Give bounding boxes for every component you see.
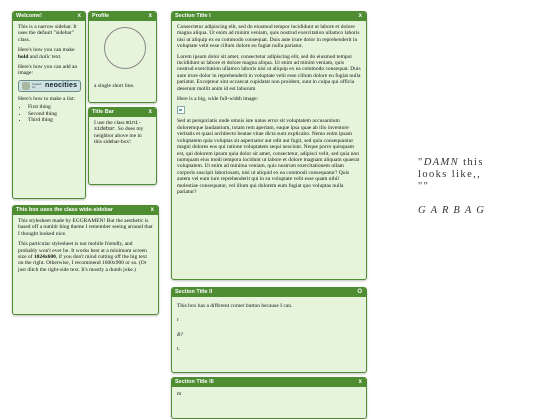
section-3-para-1: m <box>177 391 182 397</box>
section-3-titlebar <box>172 378 366 387</box>
section-1-content <box>172 21 366 203</box>
welcome-formatting-text: Here's how you can make bold and italic text. <box>18 47 75 60</box>
section-2-content <box>172 297 366 361</box>
titlebar-text: I use the class mini-sidebar. So does my neighbor above me in this sidebar-box! <box>94 120 144 146</box>
section-1-image <box>177 106 361 114</box>
section-1-titlebar <box>172 12 366 21</box>
quote-rest-1: this <box>459 157 484 168</box>
section-1-para-4: Sed ut perspiciatis unde omnis iste natus error sit voluptatem accusantium doloremque laudantium, totam rem aperiam, eaque ipsa quae ab illo inventore veritatis et quasi architecto beatae vitae dicta sunt explicabo. Nemo enim ipsam voluptatem quia voluptas sit aspernatur aut odit aut fugit, sed quia consequuntur magni dolores eos qui ratione voluptatem sequi nesciunt. Neque porro quisquam est, qui dolorem ipsum quia dolor sit amet, consectetur, adipisci velit, sed quia non numquam eius modi tempora incidunt ut labore et dolore magnam aliquam quaerat voluptatem. Ut enim ad minima veniam, quis nostrum exercitationem ullam corporis suscipit laboriosam, nisi ut aliquid ex ea commodi consequatur? Quis autem vel eum iure reprehenderit qui in ea voluptate velit esse quam nihil molestiae consequatur, vel illum qui dolorem eum fugiat quo voluptas nulla pariatur? <box>177 118 360 195</box>
profile-titlebar <box>89 12 156 21</box>
titlebar-content <box>89 117 156 154</box>
corner-button[interactable]: O <box>357 289 362 295</box>
profile-title: Profile <box>92 13 110 19</box>
badge-small-text: hosted by <box>32 81 42 89</box>
quote-line-4: GARBAG <box>418 205 489 216</box>
close-button[interactable]: x <box>358 13 362 19</box>
section-2-para-1: This box has a different corner button because I can. <box>177 303 293 309</box>
section-1-para-1: Consectetur adipiscing elit, sed do eiusmod tempor incididunt ut labore et dolore magna aliqua. Ut enim ad minim veniam, quis nostrud exercitation ullamco laboris nisi ut aliquip ex ea commodo consequat. Duis aute irure dolor in reprehenderit in voluptate velit esse cillum dolore eu fugiat nulla pariatur. <box>177 24 360 50</box>
wide-text-2: This particular stylesheet is not mobile friendly, and probably won't ever be. It works best at a minimum screen size of 1024x600, if you don't mind cutting off the big text on the right. Otherwise, I recommend 1600x900 or so. (Or just ditch the right-side text. It's mostly a dumb joke.) <box>18 241 147 273</box>
wide-titlebar <box>13 206 158 215</box>
titlebar-title: Title Bar <box>92 109 114 115</box>
close-button[interactable]: x <box>148 13 152 19</box>
welcome-image-text: Here's how you can add an image: <box>18 64 78 77</box>
wide-content <box>13 215 158 281</box>
section-1-title: Section Title I <box>175 13 211 19</box>
section-2-titlebar <box>172 288 366 297</box>
welcome-list-text: Here's how to make a list: <box>18 95 76 102</box>
titlebar-box <box>88 107 157 185</box>
quote-line-3: "" <box>418 181 430 192</box>
broken-image-icon <box>177 106 185 114</box>
section-1-para-2: Lorem ipsum dolor sit amet, consectetur adipiscing elit, sed do eiusmod tempor incididunt ut labore et dolore magna aliqua. Ut enim ad minim veniam, quis nostrud exercitation ullamco laboris nisi ut aliquip ex ea commodo consequat. Duis aute irure dolor in reprehenderit in voluptate velit esse cillum dolore eu fugiat nulla pariatur. Excepteur sint occaecat cupidatat non proident, sunt in culpa qui officia deserunt mollit anim id est laborum <box>177 53 361 92</box>
neocities-badge[interactable] <box>18 80 81 92</box>
wide-title: This box uses the class wide-sidebar <box>16 207 113 213</box>
wide-sidebar-box <box>12 205 159 315</box>
quote-line-2: looks like,, <box>418 169 482 180</box>
profile-box <box>88 11 157 103</box>
section-1-box <box>171 11 367 280</box>
welcome-content <box>13 21 85 127</box>
close-button[interactable]: x <box>150 207 154 213</box>
side-quote <box>418 157 489 217</box>
list-item: • Second thing <box>28 111 80 117</box>
quote-damn: DAMN <box>423 157 460 168</box>
close-button[interactable]: x <box>77 13 81 19</box>
welcome-box <box>12 11 86 199</box>
badge-name: neocities <box>45 81 78 89</box>
section-3-title: Section Title III <box>175 379 214 385</box>
section-2-box <box>171 287 367 373</box>
welcome-list <box>18 104 80 123</box>
section-1-para-3: Here is a big, wide full-width image: <box>177 96 259 103</box>
titlebar-titlebar <box>89 108 156 117</box>
section-2-line: t. <box>177 346 180 353</box>
list-item: • First thing <box>28 104 80 110</box>
close-button[interactable]: x <box>358 379 362 385</box>
profile-avatar <box>104 27 146 69</box>
quote-open: " <box>418 157 424 168</box>
close-button[interactable]: x <box>148 109 152 115</box>
section-3-box <box>171 377 367 419</box>
list-item: • Third thing <box>28 117 80 123</box>
section-3-content <box>172 387 366 405</box>
welcome-title: Welcome! <box>16 13 42 19</box>
welcome-titlebar <box>13 12 85 21</box>
code-snippet: mini-sidebar <box>94 120 142 133</box>
profile-content <box>89 27 156 97</box>
wide-text-1: This stylesheet made by EGGRAMEN! But the aesthetic is based off a tumblr blog theme I remember seeing around that I thought looked nice. <box>18 218 153 237</box>
neocities-logo-icon <box>22 82 30 90</box>
section-2-line: B? <box>177 331 184 338</box>
section-2-line: r <box>177 317 179 324</box>
welcome-intro: This is a narrow sidebar. It uses the default "sidebar" class. <box>18 24 77 43</box>
profile-caption: a single short line. <box>94 83 135 89</box>
section-2-title: Section Title II <box>175 289 213 295</box>
